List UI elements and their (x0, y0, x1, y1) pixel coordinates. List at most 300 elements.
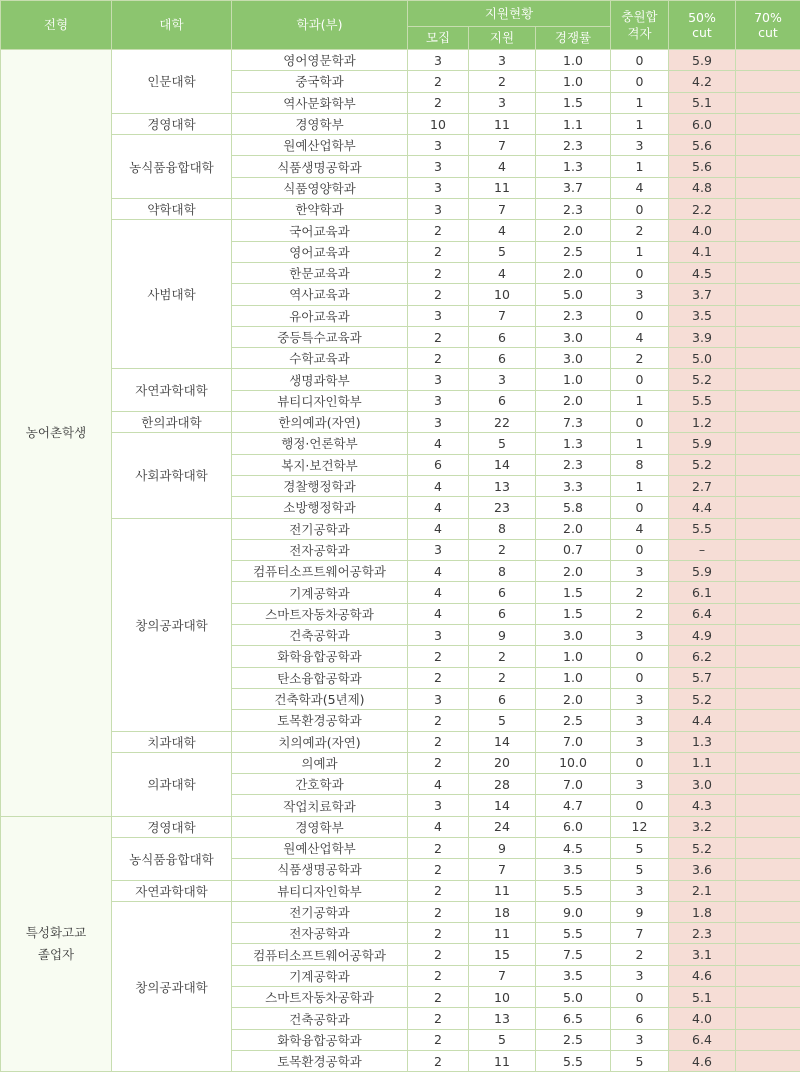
recruit-cell: 3 (408, 688, 469, 709)
waitlist-cell: 3 (611, 625, 669, 646)
apply-cell: 5 (469, 710, 536, 731)
apply-cell: 7 (469, 135, 536, 156)
header-application-status: 지원현황 (408, 1, 611, 27)
college-cell: 사회과학대학 (112, 433, 232, 518)
header-ratio: 경쟁률 (536, 27, 611, 50)
ratio-cell: 3.3 (536, 475, 611, 496)
ratio-cell: 2.0 (536, 390, 611, 411)
ratio-cell: 2.0 (536, 262, 611, 283)
recruit-cell: 2 (408, 1050, 469, 1071)
apply-cell: 23 (469, 497, 536, 518)
cut70-cell (736, 561, 800, 582)
dept-cell: 국어교육과 (232, 220, 408, 241)
admission-type-label: 특성화고교 졸업자 (25, 924, 87, 962)
college-cell: 치과대학 (112, 731, 232, 752)
ratio-cell: 4.5 (536, 837, 611, 858)
recruit-cell: 3 (408, 305, 469, 326)
apply-cell: 9 (469, 837, 536, 858)
waitlist-cell: 5 (611, 837, 669, 858)
recruit-cell: 2 (408, 92, 469, 113)
recruit-cell: 4 (408, 561, 469, 582)
cut70-cell (736, 369, 800, 390)
waitlist-cell: 1 (611, 390, 669, 411)
waitlist-cell: 3 (611, 774, 669, 795)
recruit-cell: 4 (408, 475, 469, 496)
cut50-cell: 4.4 (669, 497, 736, 518)
dept-cell: 건축학과(5년제) (232, 688, 408, 709)
dept-cell: 경영학부 (232, 113, 408, 134)
apply-cell: 9 (469, 625, 536, 646)
recruit-cell: 2 (408, 220, 469, 241)
apply-cell: 11 (469, 923, 536, 944)
waitlist-cell: 12 (611, 816, 669, 837)
ratio-cell: 7.3 (536, 412, 611, 433)
table-row (1, 433, 800, 454)
cut70-cell (736, 582, 800, 603)
dept-cell: 스마트자동차공학과 (232, 603, 408, 624)
apply-cell: 2 (469, 667, 536, 688)
apply-cell: 4 (469, 156, 536, 177)
apply-cell: 18 (469, 901, 536, 922)
apply-cell: 2 (469, 539, 536, 560)
ratio-cell: 3.0 (536, 326, 611, 347)
cut70-cell (736, 603, 800, 624)
ratio-cell: 3.7 (536, 177, 611, 198)
cut50-cell: 4.6 (669, 1050, 736, 1071)
table-row (1, 880, 800, 901)
waitlist-cell: 6 (611, 1008, 669, 1029)
recruit-cell: 6 (408, 454, 469, 475)
cut50-cell: 3.5 (669, 305, 736, 326)
cut70-cell (736, 539, 800, 560)
ratio-cell: 1.0 (536, 667, 611, 688)
dept-cell: 중국학과 (232, 71, 408, 92)
apply-cell: 5 (469, 1029, 536, 1050)
cut50-cell: 5.2 (669, 837, 736, 858)
cut50-cell: 6.1 (669, 582, 736, 603)
apply-cell: 2 (469, 71, 536, 92)
dept-cell: 기계공학과 (232, 582, 408, 603)
waitlist-cell: 7 (611, 923, 669, 944)
recruit-cell: 10 (408, 113, 469, 134)
cut70-cell (736, 965, 800, 986)
admission-type-cell (1, 816, 112, 1072)
cut50-cell: 5.9 (669, 50, 736, 71)
waitlist-cell: 0 (611, 262, 669, 283)
cut50-cell: 4.0 (669, 1008, 736, 1029)
waitlist-cell: 1 (611, 113, 669, 134)
admission-type-label: 농어촌학생 (25, 424, 87, 440)
dept-cell: 생명과학부 (232, 369, 408, 390)
apply-cell: 6 (469, 688, 536, 709)
ratio-cell: 1.0 (536, 71, 611, 92)
header-apply: 지원 (469, 27, 536, 50)
cut50-cell: 5.0 (669, 348, 736, 369)
waitlist-cell: 5 (611, 1050, 669, 1071)
recruit-cell: 2 (408, 348, 469, 369)
recruit-cell: 4 (408, 518, 469, 539)
dept-cell: 뷰티디자인학부 (232, 390, 408, 411)
recruit-cell: 2 (408, 901, 469, 922)
ratio-cell: 2.0 (536, 220, 611, 241)
waitlist-cell: 1 (611, 475, 669, 496)
cut50-cell: 5.1 (669, 987, 736, 1008)
waitlist-cell: 1 (611, 92, 669, 113)
waitlist-cell: 4 (611, 326, 669, 347)
apply-cell: 6 (469, 582, 536, 603)
cut50-cell: 2.3 (669, 923, 736, 944)
recruit-cell: 4 (408, 582, 469, 603)
cut70-cell (736, 326, 800, 347)
apply-cell: 15 (469, 944, 536, 965)
cut70-cell (736, 50, 800, 71)
ratio-cell: 2.0 (536, 518, 611, 539)
ratio-cell: 0.7 (536, 539, 611, 560)
cut50-cell: 3.0 (669, 774, 736, 795)
cut50-cell: 6.2 (669, 646, 736, 667)
cut50-cell: 1.2 (669, 412, 736, 433)
cut70-cell (736, 816, 800, 837)
cut70-cell (736, 177, 800, 198)
recruit-cell: 4 (408, 497, 469, 518)
cut70-cell (736, 433, 800, 454)
cut70-cell (736, 518, 800, 539)
cut50-cell: 1.8 (669, 901, 736, 922)
dept-cell: 치의예과(자연) (232, 731, 408, 752)
table-row (1, 113, 800, 134)
cut50-cell: 2.1 (669, 880, 736, 901)
college-cell: 약학대학 (112, 199, 232, 220)
cut70-cell (736, 71, 800, 92)
cut70-cell (736, 199, 800, 220)
recruit-cell: 3 (408, 177, 469, 198)
ratio-cell: 3.0 (536, 348, 611, 369)
waitlist-cell: 1 (611, 241, 669, 262)
dept-cell: 식품생명공학과 (232, 859, 408, 880)
recruit-cell: 4 (408, 433, 469, 454)
apply-cell: 6 (469, 390, 536, 411)
dept-cell: 행정·언론학부 (232, 433, 408, 454)
recruit-cell: 2 (408, 646, 469, 667)
recruit-cell: 2 (408, 837, 469, 858)
apply-cell: 5 (469, 433, 536, 454)
apply-cell: 13 (469, 1008, 536, 1029)
table-row (1, 220, 800, 241)
ratio-cell: 2.5 (536, 1029, 611, 1050)
apply-cell: 28 (469, 774, 536, 795)
cut70-cell (736, 688, 800, 709)
cut50-cell: 5.7 (669, 667, 736, 688)
recruit-cell: 2 (408, 667, 469, 688)
header-college: 대학 (112, 1, 232, 50)
cut70-cell (736, 156, 800, 177)
waitlist-cell: 3 (611, 135, 669, 156)
cut70-cell (736, 220, 800, 241)
waitlist-cell: 0 (611, 305, 669, 326)
waitlist-cell: 0 (611, 539, 669, 560)
apply-cell: 14 (469, 795, 536, 816)
table-row (1, 135, 800, 156)
cut50-cell: 4.5 (669, 262, 736, 283)
apply-cell: 11 (469, 177, 536, 198)
ratio-cell: 5.8 (536, 497, 611, 518)
dept-cell: 탄소융합공학과 (232, 667, 408, 688)
cut70-cell (736, 774, 800, 795)
waitlist-cell: 0 (611, 369, 669, 390)
apply-cell: 3 (469, 92, 536, 113)
table-row (1, 518, 800, 539)
cut50-cell: 4.3 (669, 795, 736, 816)
recruit-cell: 3 (408, 199, 469, 220)
cut70-cell (736, 348, 800, 369)
apply-cell: 6 (469, 603, 536, 624)
cut50-cell: – (669, 539, 736, 560)
waitlist-cell: 2 (611, 220, 669, 241)
cut50-cell: 3.1 (669, 944, 736, 965)
ratio-cell: 10.0 (536, 752, 611, 773)
ratio-cell: 5.5 (536, 880, 611, 901)
recruit-cell: 2 (408, 284, 469, 305)
cut70-cell (736, 241, 800, 262)
dept-cell: 영어교육과 (232, 241, 408, 262)
ratio-cell: 1.0 (536, 50, 611, 71)
recruit-cell: 3 (408, 539, 469, 560)
recruit-cell: 2 (408, 880, 469, 901)
table-row (1, 731, 800, 752)
waitlist-cell: 0 (611, 795, 669, 816)
cut50-cell: 4.9 (669, 625, 736, 646)
ratio-cell: 5.5 (536, 1050, 611, 1071)
recruit-cell: 2 (408, 1008, 469, 1029)
cut50-cell: 2.7 (669, 475, 736, 496)
cut50-cell: 3.6 (669, 859, 736, 880)
recruit-cell: 2 (408, 859, 469, 880)
waitlist-cell: 0 (611, 412, 669, 433)
college-cell: 의과대학 (112, 752, 232, 816)
apply-cell: 6 (469, 348, 536, 369)
cut70-cell (736, 923, 800, 944)
header-cut50 (669, 1, 736, 50)
ratio-cell: 1.1 (536, 113, 611, 134)
cut70-cell (736, 497, 800, 518)
apply-cell: 13 (469, 475, 536, 496)
college-cell: 창의공과대학 (112, 518, 232, 731)
cut70-cell (736, 135, 800, 156)
header-cut50-text: 50% cut (688, 10, 716, 40)
waitlist-cell: 0 (611, 71, 669, 92)
dept-cell: 컴퓨터소프트웨어공학과 (232, 561, 408, 582)
recruit-cell: 4 (408, 816, 469, 837)
apply-cell: 10 (469, 987, 536, 1008)
ratio-cell: 2.3 (536, 305, 611, 326)
cut50-cell: 5.1 (669, 92, 736, 113)
ratio-cell: 5.5 (536, 923, 611, 944)
apply-cell: 11 (469, 880, 536, 901)
ratio-cell: 1.5 (536, 582, 611, 603)
waitlist-cell: 3 (611, 710, 669, 731)
ratio-cell: 1.5 (536, 603, 611, 624)
recruit-cell: 3 (408, 50, 469, 71)
cut50-cell: 3.2 (669, 816, 736, 837)
waitlist-cell: 2 (611, 944, 669, 965)
cut70-cell (736, 837, 800, 858)
waitlist-cell: 3 (611, 880, 669, 901)
cut50-cell: 4.0 (669, 220, 736, 241)
ratio-cell: 7.5 (536, 944, 611, 965)
dept-cell: 역사문화학부 (232, 92, 408, 113)
recruit-cell: 2 (408, 923, 469, 944)
cut50-cell: 4.2 (669, 71, 736, 92)
ratio-cell: 4.7 (536, 795, 611, 816)
apply-cell: 20 (469, 752, 536, 773)
ratio-cell: 2.0 (536, 688, 611, 709)
dept-cell: 작업치료학과 (232, 795, 408, 816)
cut50-cell: 3.9 (669, 326, 736, 347)
cut50-cell: 4.8 (669, 177, 736, 198)
waitlist-cell: 0 (611, 752, 669, 773)
cut50-cell: 4.1 (669, 241, 736, 262)
cut70-cell (736, 901, 800, 922)
apply-cell: 2 (469, 646, 536, 667)
table-row (1, 901, 800, 922)
ratio-cell: 2.5 (536, 710, 611, 731)
table-row (1, 837, 800, 858)
waitlist-cell: 2 (611, 582, 669, 603)
ratio-cell: 7.0 (536, 774, 611, 795)
apply-cell: 11 (469, 1050, 536, 1071)
waitlist-cell: 3 (611, 284, 669, 305)
waitlist-cell: 3 (611, 688, 669, 709)
dept-cell: 영어영문학과 (232, 50, 408, 71)
ratio-cell: 1.5 (536, 92, 611, 113)
apply-cell: 8 (469, 561, 536, 582)
header-recruit: 모집 (408, 27, 469, 50)
header-cut70-text: 70% cut (754, 10, 782, 40)
waitlist-cell: 3 (611, 1029, 669, 1050)
apply-cell: 6 (469, 326, 536, 347)
ratio-cell: 2.5 (536, 241, 611, 262)
recruit-cell: 3 (408, 369, 469, 390)
apply-cell: 7 (469, 965, 536, 986)
cut50-cell: 5.5 (669, 390, 736, 411)
apply-cell: 4 (469, 262, 536, 283)
dept-cell: 전기공학과 (232, 518, 408, 539)
waitlist-cell: 4 (611, 518, 669, 539)
recruit-cell: 2 (408, 71, 469, 92)
cut70-cell (736, 987, 800, 1008)
college-cell: 경영대학 (112, 816, 232, 837)
ratio-cell: 2.3 (536, 454, 611, 475)
recruit-cell: 3 (408, 390, 469, 411)
dept-cell: 컴퓨터소프트웨어공학과 (232, 944, 408, 965)
college-cell: 창의공과대학 (112, 901, 232, 1071)
dept-cell: 소방행정학과 (232, 497, 408, 518)
apply-cell: 5 (469, 241, 536, 262)
cut50-cell: 5.2 (669, 369, 736, 390)
college-cell: 경영대학 (112, 113, 232, 134)
cut50-cell: 4.6 (669, 965, 736, 986)
apply-cell: 7 (469, 305, 536, 326)
table-row (1, 369, 800, 390)
cut70-cell (736, 475, 800, 496)
cut70-cell (736, 880, 800, 901)
recruit-cell: 2 (408, 262, 469, 283)
dept-cell: 경영학부 (232, 816, 408, 837)
cut70-cell (736, 284, 800, 305)
cut50-cell: 5.6 (669, 156, 736, 177)
dept-cell: 한의예과(자연) (232, 412, 408, 433)
waitlist-cell: 1 (611, 156, 669, 177)
cut50-cell: 5.2 (669, 454, 736, 475)
waitlist-cell: 2 (611, 348, 669, 369)
ratio-cell: 6.0 (536, 816, 611, 837)
admission-type-cell (1, 50, 112, 817)
cut70-cell (736, 454, 800, 475)
dept-cell: 뷰티디자인학부 (232, 880, 408, 901)
waitlist-cell: 4 (611, 177, 669, 198)
cut50-cell: 6.4 (669, 1029, 736, 1050)
cut70-cell (736, 795, 800, 816)
ratio-cell: 3.0 (536, 625, 611, 646)
dept-cell: 전자공학과 (232, 539, 408, 560)
apply-cell: 7 (469, 199, 536, 220)
cut70-cell (736, 1029, 800, 1050)
cut50-cell: 1.3 (669, 731, 736, 752)
cut70-cell (736, 859, 800, 880)
cut70-cell (736, 731, 800, 752)
waitlist-cell: 0 (611, 497, 669, 518)
cut50-cell: 4.4 (669, 710, 736, 731)
ratio-cell: 2.3 (536, 135, 611, 156)
apply-cell: 3 (469, 50, 536, 71)
recruit-cell: 4 (408, 603, 469, 624)
ratio-cell: 3.5 (536, 965, 611, 986)
ratio-cell: 2.3 (536, 199, 611, 220)
waitlist-cell: 3 (611, 965, 669, 986)
apply-cell: 8 (469, 518, 536, 539)
cut70-cell (736, 412, 800, 433)
recruit-cell: 3 (408, 625, 469, 646)
ratio-cell: 1.0 (536, 646, 611, 667)
dept-cell: 역사교육과 (232, 284, 408, 305)
recruit-cell: 2 (408, 731, 469, 752)
recruit-cell: 2 (408, 965, 469, 986)
dept-cell: 건축공학과 (232, 625, 408, 646)
apply-cell: 14 (469, 454, 536, 475)
dept-cell: 유아교육과 (232, 305, 408, 326)
cut50-cell: 5.6 (669, 135, 736, 156)
ratio-cell: 1.0 (536, 369, 611, 390)
ratio-cell: 1.3 (536, 433, 611, 454)
recruit-cell: 2 (408, 241, 469, 262)
college-cell: 자연과학대학 (112, 880, 232, 901)
dept-cell: 의예과 (232, 752, 408, 773)
recruit-cell: 3 (408, 156, 469, 177)
cut50-cell: 5.9 (669, 433, 736, 454)
dept-cell: 전기공학과 (232, 901, 408, 922)
dept-cell: 원예산업학부 (232, 135, 408, 156)
apply-cell: 10 (469, 284, 536, 305)
college-cell: 사범대학 (112, 220, 232, 369)
waitlist-cell: 3 (611, 731, 669, 752)
college-cell: 농식품융합대학 (112, 135, 232, 199)
recruit-cell: 3 (408, 135, 469, 156)
cut50-cell: 6.4 (669, 603, 736, 624)
cut70-cell (736, 944, 800, 965)
ratio-cell: 5.0 (536, 987, 611, 1008)
header-dept: 학과(부) (232, 1, 408, 50)
recruit-cell: 4 (408, 774, 469, 795)
